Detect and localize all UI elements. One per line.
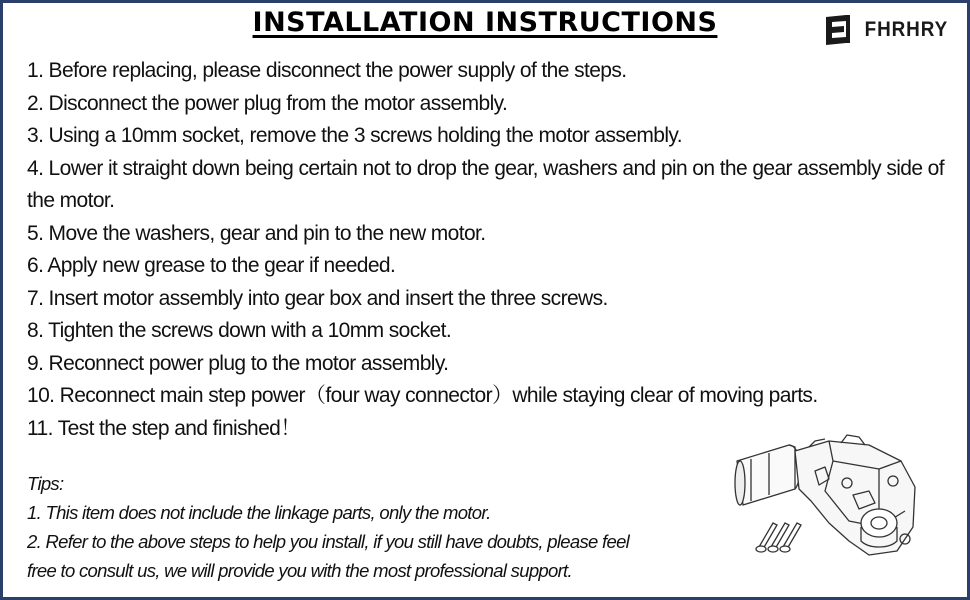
tip-item: 1. This item does not include the linkage parts, only the motor. bbox=[27, 502, 491, 523]
list-item: 10. Reconnect main step power（four way connector）while staying clear of moving parts. bbox=[27, 384, 818, 407]
tips-section bbox=[27, 469, 687, 585]
fhrhry-logo-icon bbox=[822, 13, 852, 47]
list-item: 6. Apply new grease to the gear if needed. bbox=[27, 254, 396, 277]
list-item: 4. Lower it straight down being certain not to drop the gear, washers and pin on the gear assembly side of the motor. bbox=[27, 156, 944, 212]
motor-illustration bbox=[729, 431, 949, 571]
list-item: 7. Insert motor assembly into gear box and insert the three screws. bbox=[27, 286, 608, 310]
brand-logo bbox=[822, 13, 953, 47]
list-item: 3. Using a 10mm socket, remove the 3 screws holding the motor assembly. bbox=[27, 124, 682, 147]
tip-item: 2. Refer to the above steps to help you install, if you still have doubts, please feel bbox=[27, 531, 630, 552]
list-item: 8. Tighten the screws down with a 10mm socket. bbox=[27, 319, 452, 342]
list-item: 9. Reconnect power plug to the motor assembly. bbox=[27, 351, 449, 375]
list-item: 2. Disconnect the power plug from the motor assembly. bbox=[27, 91, 508, 115]
tips-heading: Tips: bbox=[27, 473, 64, 494]
tip-item: free to consult us, we will provide you with the most professional support. bbox=[27, 560, 572, 581]
brand-name: FHRHRY bbox=[864, 18, 949, 41]
page-title: INSTALLATION INSTRUCTIONS bbox=[252, 7, 718, 38]
list-item: 5. Move the washers, gear and pin to the new motor. bbox=[27, 221, 486, 245]
step-list bbox=[27, 55, 957, 445]
list-item: 11. Test the step and finished！ bbox=[27, 416, 301, 440]
list-item: 1. Before replacing, please disconnect the power supply of the steps. bbox=[27, 59, 627, 82]
